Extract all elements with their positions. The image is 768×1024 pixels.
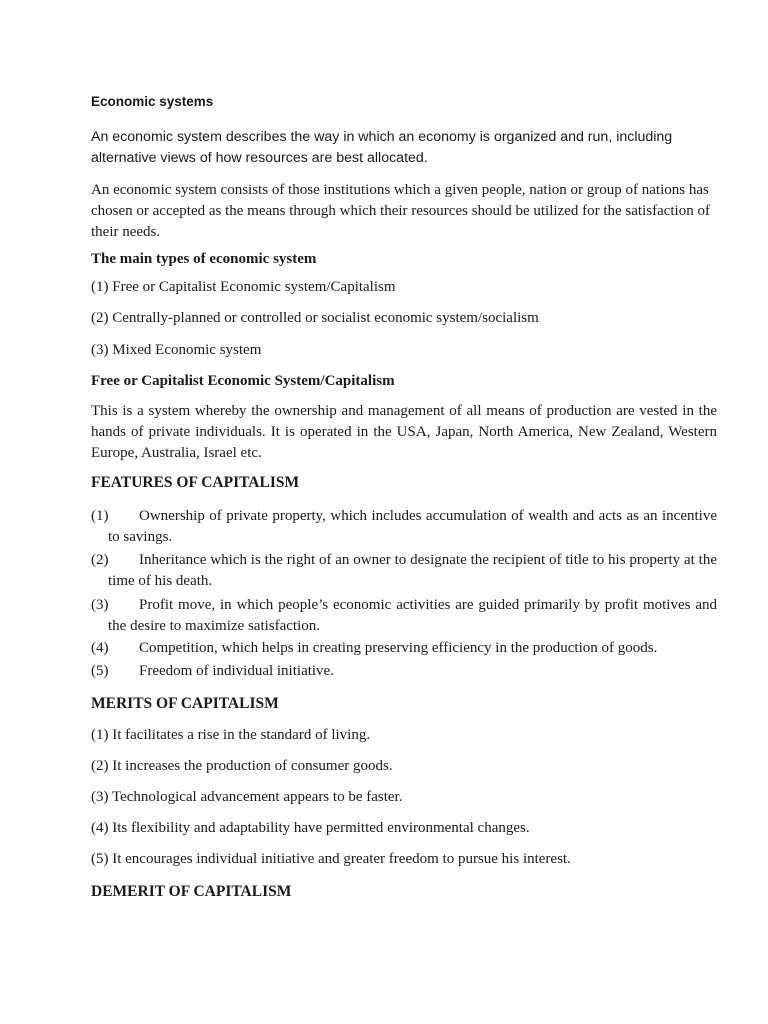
features-heading: FEATURES OF CAPITALISM — [91, 474, 300, 491]
type-item: (3) Mixed Economic system — [91, 342, 262, 358]
types-heading: The main types of economic system — [91, 251, 317, 267]
feature-text: Profit move, in which people’s economic activities are guided primarily by profit motives and the desire to maximize satisfaction. — [108, 597, 717, 634]
merit-item: (5) It encourages individual initiative and greater freedom to pursue his interest. — [91, 851, 571, 867]
feature-text: Freedom of individual initiative. — [139, 663, 334, 679]
feature-item — [91, 506, 717, 548]
feature-number: (4) — [91, 640, 109, 656]
intro-paragraph-serif: An economic system consists of those institutions which a given people, nation or group of nations has chosen or accepted as the means through which their resources should be utilized for the satisfaction of their needs. — [91, 182, 710, 240]
merit-item: (3) Technological advancement appears to be faster. — [91, 789, 403, 805]
feature-item — [91, 550, 717, 592]
feature-text: Competition, which helps in creating preserving efficiency in the production of goods. — [139, 640, 658, 656]
feature-item — [91, 661, 717, 682]
intro-paragraph-sans: An economic system describes the way in which an economy is organized and run, including alternative views of how resources are best allocated. — [91, 129, 673, 166]
type-item: (2) Centrally-planned or controlled or socialist economic system/socialism — [91, 310, 539, 326]
feature-number: (3) — [91, 597, 109, 613]
capitalism-heading: Free or Capitalist Economic System/Capitalism — [91, 373, 395, 389]
feature-text: Ownership of private property, which includes accumulation of wealth and acts as an incentive to savings. — [108, 508, 717, 545]
type-item: (1) Free or Capitalist Economic system/Capitalism — [91, 279, 396, 295]
feature-item — [91, 595, 717, 637]
feature-text: Inheritance which is the right of an owner to designate the recipient of title to his property at the time of his death. — [108, 552, 717, 589]
feature-number: (2) — [91, 552, 109, 568]
demerit-heading: DEMERIT OF CAPITALISM — [91, 883, 292, 900]
merit-item: (1) It facilitates a rise in the standard of living. — [91, 727, 371, 743]
merit-item: (4) Its flexibility and adaptability have permitted environmental changes. — [91, 820, 530, 836]
capitalism-paragraph: This is a system whereby the ownership and management of all means of production are vested in the hands of private individuals. It is operated in the USA, Japan, North America, New Zealand, Western Europe, Australia, Israel etc. — [91, 403, 717, 461]
feature-number: (5) — [91, 663, 109, 679]
feature-number: (1) — [91, 508, 109, 524]
feature-item — [91, 638, 717, 659]
merit-item: (2) It increases the production of consumer goods. — [91, 758, 393, 774]
merits-heading: MERITS OF CAPITALISM — [91, 695, 279, 712]
page-title: Economic systems — [91, 94, 214, 109]
